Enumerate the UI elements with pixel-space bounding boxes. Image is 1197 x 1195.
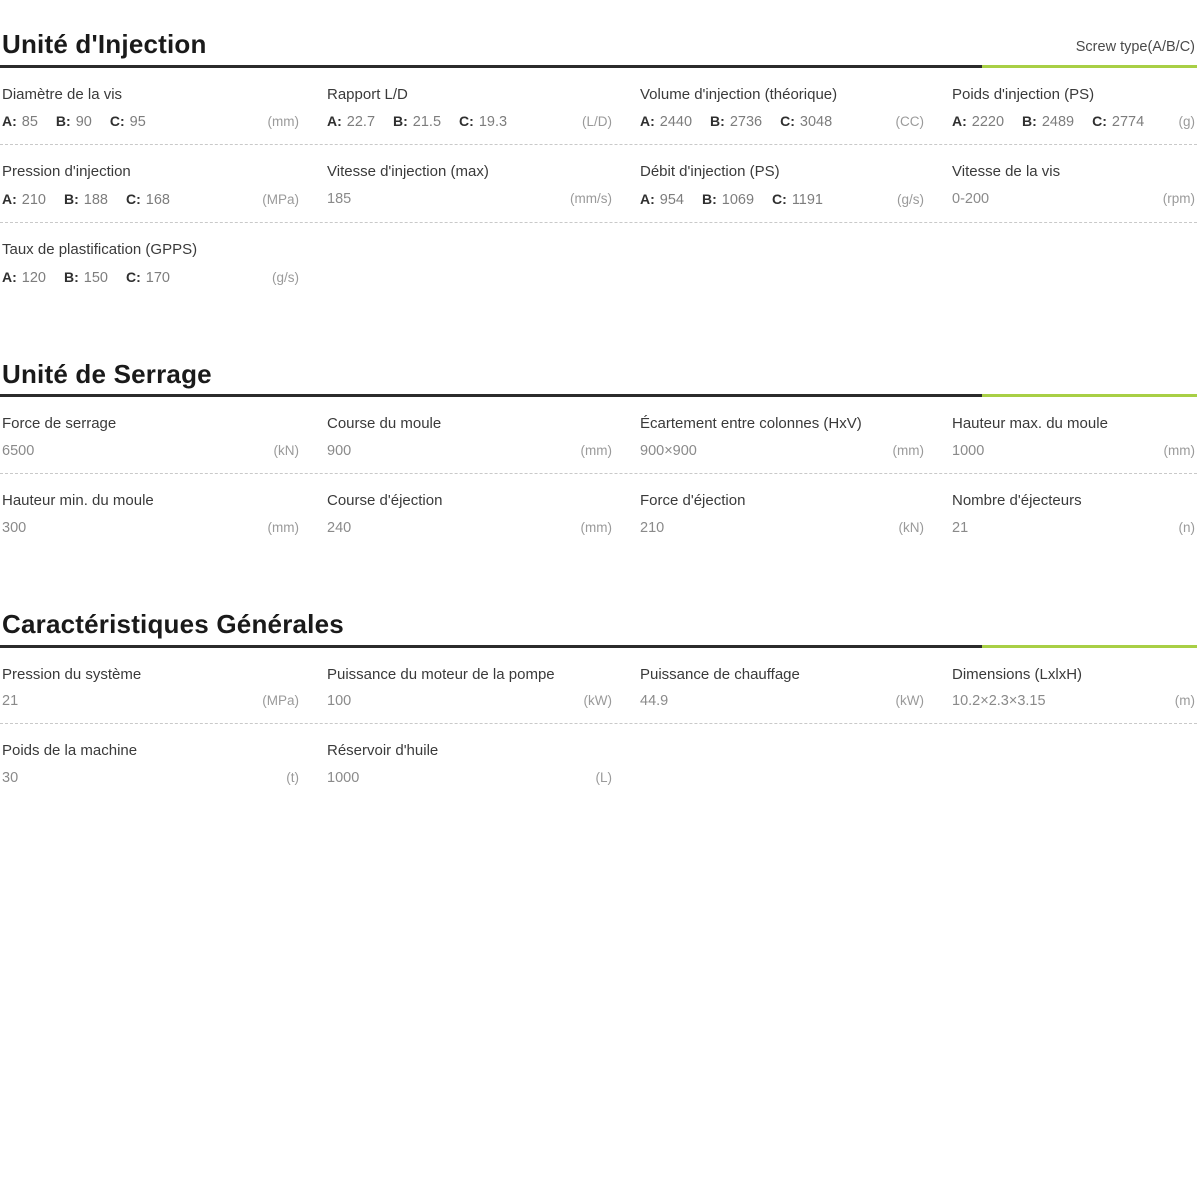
spec-values (952, 191, 1163, 207)
section-title: Caractéristiques Générales (2, 608, 344, 639)
spec-value: 0-200 (952, 191, 990, 208)
spec-cell (938, 223, 1197, 300)
spec-cell (938, 724, 1197, 800)
spec-values (2, 113, 260, 130)
section-note: Screw type(A/B/C) (1075, 38, 1195, 55)
section-spacer (0, 550, 1197, 610)
spec-grid (0, 68, 1197, 300)
spec-value-number: 2440 (659, 114, 693, 131)
spec-value-row (640, 191, 924, 208)
spec-value-key: A: (640, 113, 655, 130)
spec-unit: (g) (1178, 114, 1195, 130)
spec-value: 1000 (327, 770, 360, 787)
spec-row (0, 397, 1197, 474)
spec-unit: (L/D) (582, 114, 612, 130)
spec-cell (313, 397, 626, 473)
spec-label: Hauteur max. du moule (952, 415, 1108, 433)
spec-cell (313, 648, 626, 724)
spec-value-number: 1191 (791, 192, 823, 209)
spec-label: Diamètre de la vis (2, 85, 123, 103)
spec-value: 21 (2, 693, 19, 710)
spec-value-number: 150 (83, 269, 108, 286)
spec-value-key: C: (780, 113, 795, 130)
spec-value-number: 90 (75, 114, 92, 131)
spec-values (640, 520, 899, 536)
spec-cell (938, 648, 1197, 724)
spec-value-number: 22.7 (346, 114, 376, 131)
spec-value-pair (702, 191, 754, 208)
spec-row (0, 474, 1197, 550)
spec-value-number: 2489 (1041, 114, 1075, 131)
spec-label: Course du moule (327, 415, 442, 433)
spec-values (640, 693, 896, 709)
spec-label (640, 241, 924, 260)
spec-value-pair (710, 113, 762, 130)
spec-row (0, 724, 1197, 800)
spec-cell (626, 648, 938, 724)
spec-unit: (mm) (580, 519, 612, 535)
spec-value-pair (2, 269, 46, 286)
spec-cell (313, 724, 626, 800)
spec-value-row (327, 191, 612, 207)
spec-row (0, 145, 1197, 223)
spec-unit: (kN) (273, 443, 299, 459)
spec-value-key: B: (710, 113, 725, 130)
spec-cell (626, 145, 938, 222)
spec-label: Force de serrage (2, 415, 117, 433)
spec-value-key: B: (63, 191, 79, 208)
spec-value-row (327, 770, 612, 786)
spec-value-row (640, 113, 924, 130)
spec-cell (0, 145, 313, 222)
spec-unit: (L) (595, 770, 612, 786)
spec-label: Rapport L/D (327, 85, 408, 103)
spec-label: Force d'éjection (640, 492, 746, 510)
section-title-row (0, 30, 1197, 65)
sections-container (0, 30, 1197, 800)
spec-value-key: A: (2, 113, 17, 130)
spec-value: 1000 (952, 443, 985, 460)
spec-label: Hauteur min. du moule (2, 492, 154, 510)
spec-value-key: B: (701, 191, 717, 208)
section-spacer (0, 300, 1197, 360)
spec-cell (0, 474, 313, 550)
spec-values (2, 693, 262, 709)
spec-value: 30 (2, 770, 19, 787)
spec-value-row (2, 770, 299, 786)
spec-value-row (640, 443, 924, 459)
spec-cell (0, 68, 313, 145)
spec-value-pair (780, 113, 832, 130)
spec-unit: (MPa) (262, 192, 299, 208)
spec-value-pair (640, 113, 692, 130)
spec-label: Écartement entre colonnes (HxV) (640, 415, 862, 433)
spec-value: 21 (952, 519, 969, 536)
spec-value-key: C: (459, 113, 474, 130)
spec-value-key: C: (1092, 113, 1107, 130)
spec-unit: (CC) (895, 114, 924, 130)
spec-value: 900×900 (640, 443, 697, 460)
spec-value-number: 188 (83, 192, 108, 209)
spec-value-pair (126, 191, 170, 208)
spec-value: 185 (327, 191, 352, 208)
spec-value: 300 (2, 519, 27, 536)
spec-cell (626, 724, 938, 800)
spec-value-number: 954 (659, 192, 684, 209)
spec-value-number: 85 (21, 114, 38, 131)
spec-unit: (mm) (267, 519, 299, 535)
spec-values (640, 113, 888, 130)
spec-values (640, 191, 889, 208)
spec-unit: (m) (1174, 693, 1195, 709)
spec-section (0, 360, 1197, 550)
spec-cell (313, 474, 626, 550)
spec-value-pair (2, 113, 38, 130)
spec-value-number: 170 (145, 269, 170, 286)
spec-value-pair (640, 191, 684, 208)
spec-value-number: 3048 (799, 114, 833, 131)
spec-value-key: A: (640, 191, 655, 208)
spec-grid (0, 397, 1197, 550)
spec-unit: (kN) (898, 519, 924, 535)
spec-value-key: C: (125, 191, 141, 208)
spec-value-number: 2220 (971, 114, 1005, 131)
spec-value-key: A: (2, 191, 17, 208)
spec-value-row (2, 269, 299, 286)
spec-values (640, 443, 893, 459)
spec-label: Course d'éjection (327, 492, 443, 510)
spec-value-key: A: (952, 113, 967, 130)
spec-value-row (952, 443, 1195, 459)
spec-label: Poids d'injection (PS) (952, 85, 1095, 103)
spec-value: 240 (327, 519, 352, 536)
spec-label: Puissance de chauffage (640, 665, 800, 683)
spec-cell (626, 474, 938, 550)
spec-cell (938, 68, 1197, 145)
spec-value-row (952, 191, 1195, 207)
spec-value: 900 (327, 443, 352, 460)
spec-value-pair (64, 269, 108, 286)
spec-unit: (mm) (892, 443, 924, 459)
spec-values (327, 113, 574, 130)
spec-value-pair (772, 191, 823, 208)
spec-value-number: 21.5 (412, 114, 442, 131)
spec-value-key: C: (125, 268, 141, 285)
spec-label: Pression du système (2, 665, 142, 683)
spec-values (2, 770, 286, 786)
spec-value-pair (56, 113, 92, 130)
spec-grid (0, 648, 1197, 801)
spec-row (0, 648, 1197, 725)
spec-value: 210 (640, 519, 665, 536)
spec-label: Poids de la machine (2, 742, 138, 760)
spec-row (0, 223, 1197, 300)
spec-label: Réservoir d'huile (327, 742, 439, 760)
spec-unit: (g/s) (272, 269, 299, 285)
spec-values (327, 770, 596, 786)
spec-values (2, 520, 268, 536)
spec-section (0, 610, 1197, 800)
spec-unit: (kW) (895, 693, 924, 709)
spec-values (327, 443, 581, 459)
spec-unit: (mm) (267, 114, 299, 130)
spec-value-row (640, 693, 924, 709)
section-title-row (0, 360, 1197, 395)
spec-value-number: 2736 (729, 114, 763, 131)
spec-value-key: C: (772, 191, 787, 208)
spec-label: Vitesse d'injection (max) (327, 163, 489, 181)
spec-value-pair (1022, 113, 1074, 130)
spec-values (2, 269, 264, 286)
spec-value-row (327, 113, 612, 130)
spec-label (952, 241, 1195, 260)
spec-cell (0, 397, 313, 473)
spec-value-row (2, 191, 299, 208)
spec-cell (0, 724, 313, 800)
spec-cell (313, 223, 626, 300)
spec-section (0, 30, 1197, 300)
spec-value: 100 (327, 693, 352, 710)
spec-value: 44.9 (640, 693, 669, 710)
spec-cell (626, 223, 938, 300)
spec-value-pair (393, 113, 441, 130)
spec-label (640, 742, 924, 761)
spec-value-key: B: (63, 268, 79, 285)
spec-value-row (327, 443, 612, 459)
spec-values (952, 113, 1179, 130)
section-header (0, 30, 1197, 68)
spec-value: 10.2×2.3×3.15 (952, 693, 1046, 710)
spec-label: Taux de plastification (GPPS) (2, 241, 198, 259)
section-header (0, 360, 1197, 398)
spec-value-number: 1069 (721, 192, 755, 209)
spec-value-key: B: (1022, 113, 1037, 130)
spec-unit: (n) (1178, 519, 1195, 535)
spec-label: Débit d'injection (PS) (640, 163, 780, 181)
spec-value-number: 19.3 (478, 114, 508, 131)
spec-value-pair (2, 191, 46, 208)
spec-unit: (mm) (1163, 443, 1195, 459)
spec-label: Puissance du moteur de la pompe (327, 665, 555, 683)
top-spacer (0, 0, 1197, 30)
spec-value-number: 95 (129, 114, 146, 131)
spec-cell (626, 68, 938, 145)
spec-label: Dimensions (LxlxH) (952, 665, 1083, 683)
section-title: Unité de Serrage (2, 358, 212, 389)
section-title: Unité d'Injection (2, 29, 207, 59)
spec-unit: (rpm) (1162, 191, 1195, 207)
spec-label: Nombre d'éjecteurs (952, 492, 1082, 510)
spec-values (327, 693, 584, 709)
spec-value-row (2, 520, 299, 536)
spec-value-number: 2774 (1111, 114, 1145, 131)
spec-value-row (640, 520, 924, 536)
spec-values (952, 520, 1179, 536)
spec-value-key: B: (55, 113, 71, 130)
spec-unit: (mm) (580, 443, 612, 459)
spec-value-key: A: (327, 113, 342, 130)
spec-values (2, 443, 274, 459)
spec-cell (0, 223, 313, 300)
spec-value-pair (327, 113, 375, 130)
spec-value-pair (110, 113, 146, 130)
spec-values (327, 191, 570, 207)
spec-cell (313, 145, 626, 222)
spec-label: Volume d'injection (théorique) (640, 85, 838, 103)
spec-value-row (952, 693, 1195, 709)
spec-unit: (mm/s) (570, 191, 612, 207)
spec-value-row (952, 520, 1195, 536)
spec-cell (938, 145, 1197, 222)
spec-unit: (MPa) (262, 693, 299, 709)
spec-value-pair (64, 191, 108, 208)
spec-label (952, 742, 1195, 761)
spec-value-number: 120 (21, 269, 46, 286)
spec-value-pair (126, 269, 170, 286)
spec-label: Pression d'injection (2, 163, 131, 181)
spec-value-number: 210 (21, 192, 46, 209)
spec-cell (0, 648, 313, 724)
spec-value-row (952, 113, 1195, 130)
spec-row (0, 68, 1197, 146)
spec-cell (313, 68, 626, 145)
spec-values (952, 443, 1164, 459)
spec-values (327, 520, 581, 536)
spec-value-pair (1092, 113, 1144, 130)
spec-value-row (327, 693, 612, 709)
spec-values (952, 693, 1175, 709)
spec-cell (938, 397, 1197, 473)
spec-value-pair (459, 113, 507, 130)
spec-cell (626, 397, 938, 473)
spec-value-number: 168 (145, 192, 170, 209)
spec-value-key: A: (2, 268, 17, 285)
spec-unit: (kW) (583, 693, 612, 709)
spec-value: 6500 (2, 443, 35, 460)
spec-values (2, 191, 254, 208)
spec-value-key: C: (109, 113, 125, 130)
spec-value-row (2, 113, 299, 130)
spec-value-row (327, 520, 612, 536)
spec-value-row (2, 693, 299, 709)
spec-value-key: B: (393, 113, 408, 130)
spec-label (327, 241, 612, 260)
spec-label: Vitesse de la vis (952, 163, 1061, 181)
spec-value-row (2, 443, 299, 459)
spec-unit: (t) (286, 770, 299, 786)
section-header (0, 610, 1197, 648)
spec-value-pair (952, 113, 1004, 130)
section-title-row (0, 610, 1197, 645)
spec-cell (938, 474, 1197, 550)
spec-unit: (g/s) (897, 192, 924, 208)
